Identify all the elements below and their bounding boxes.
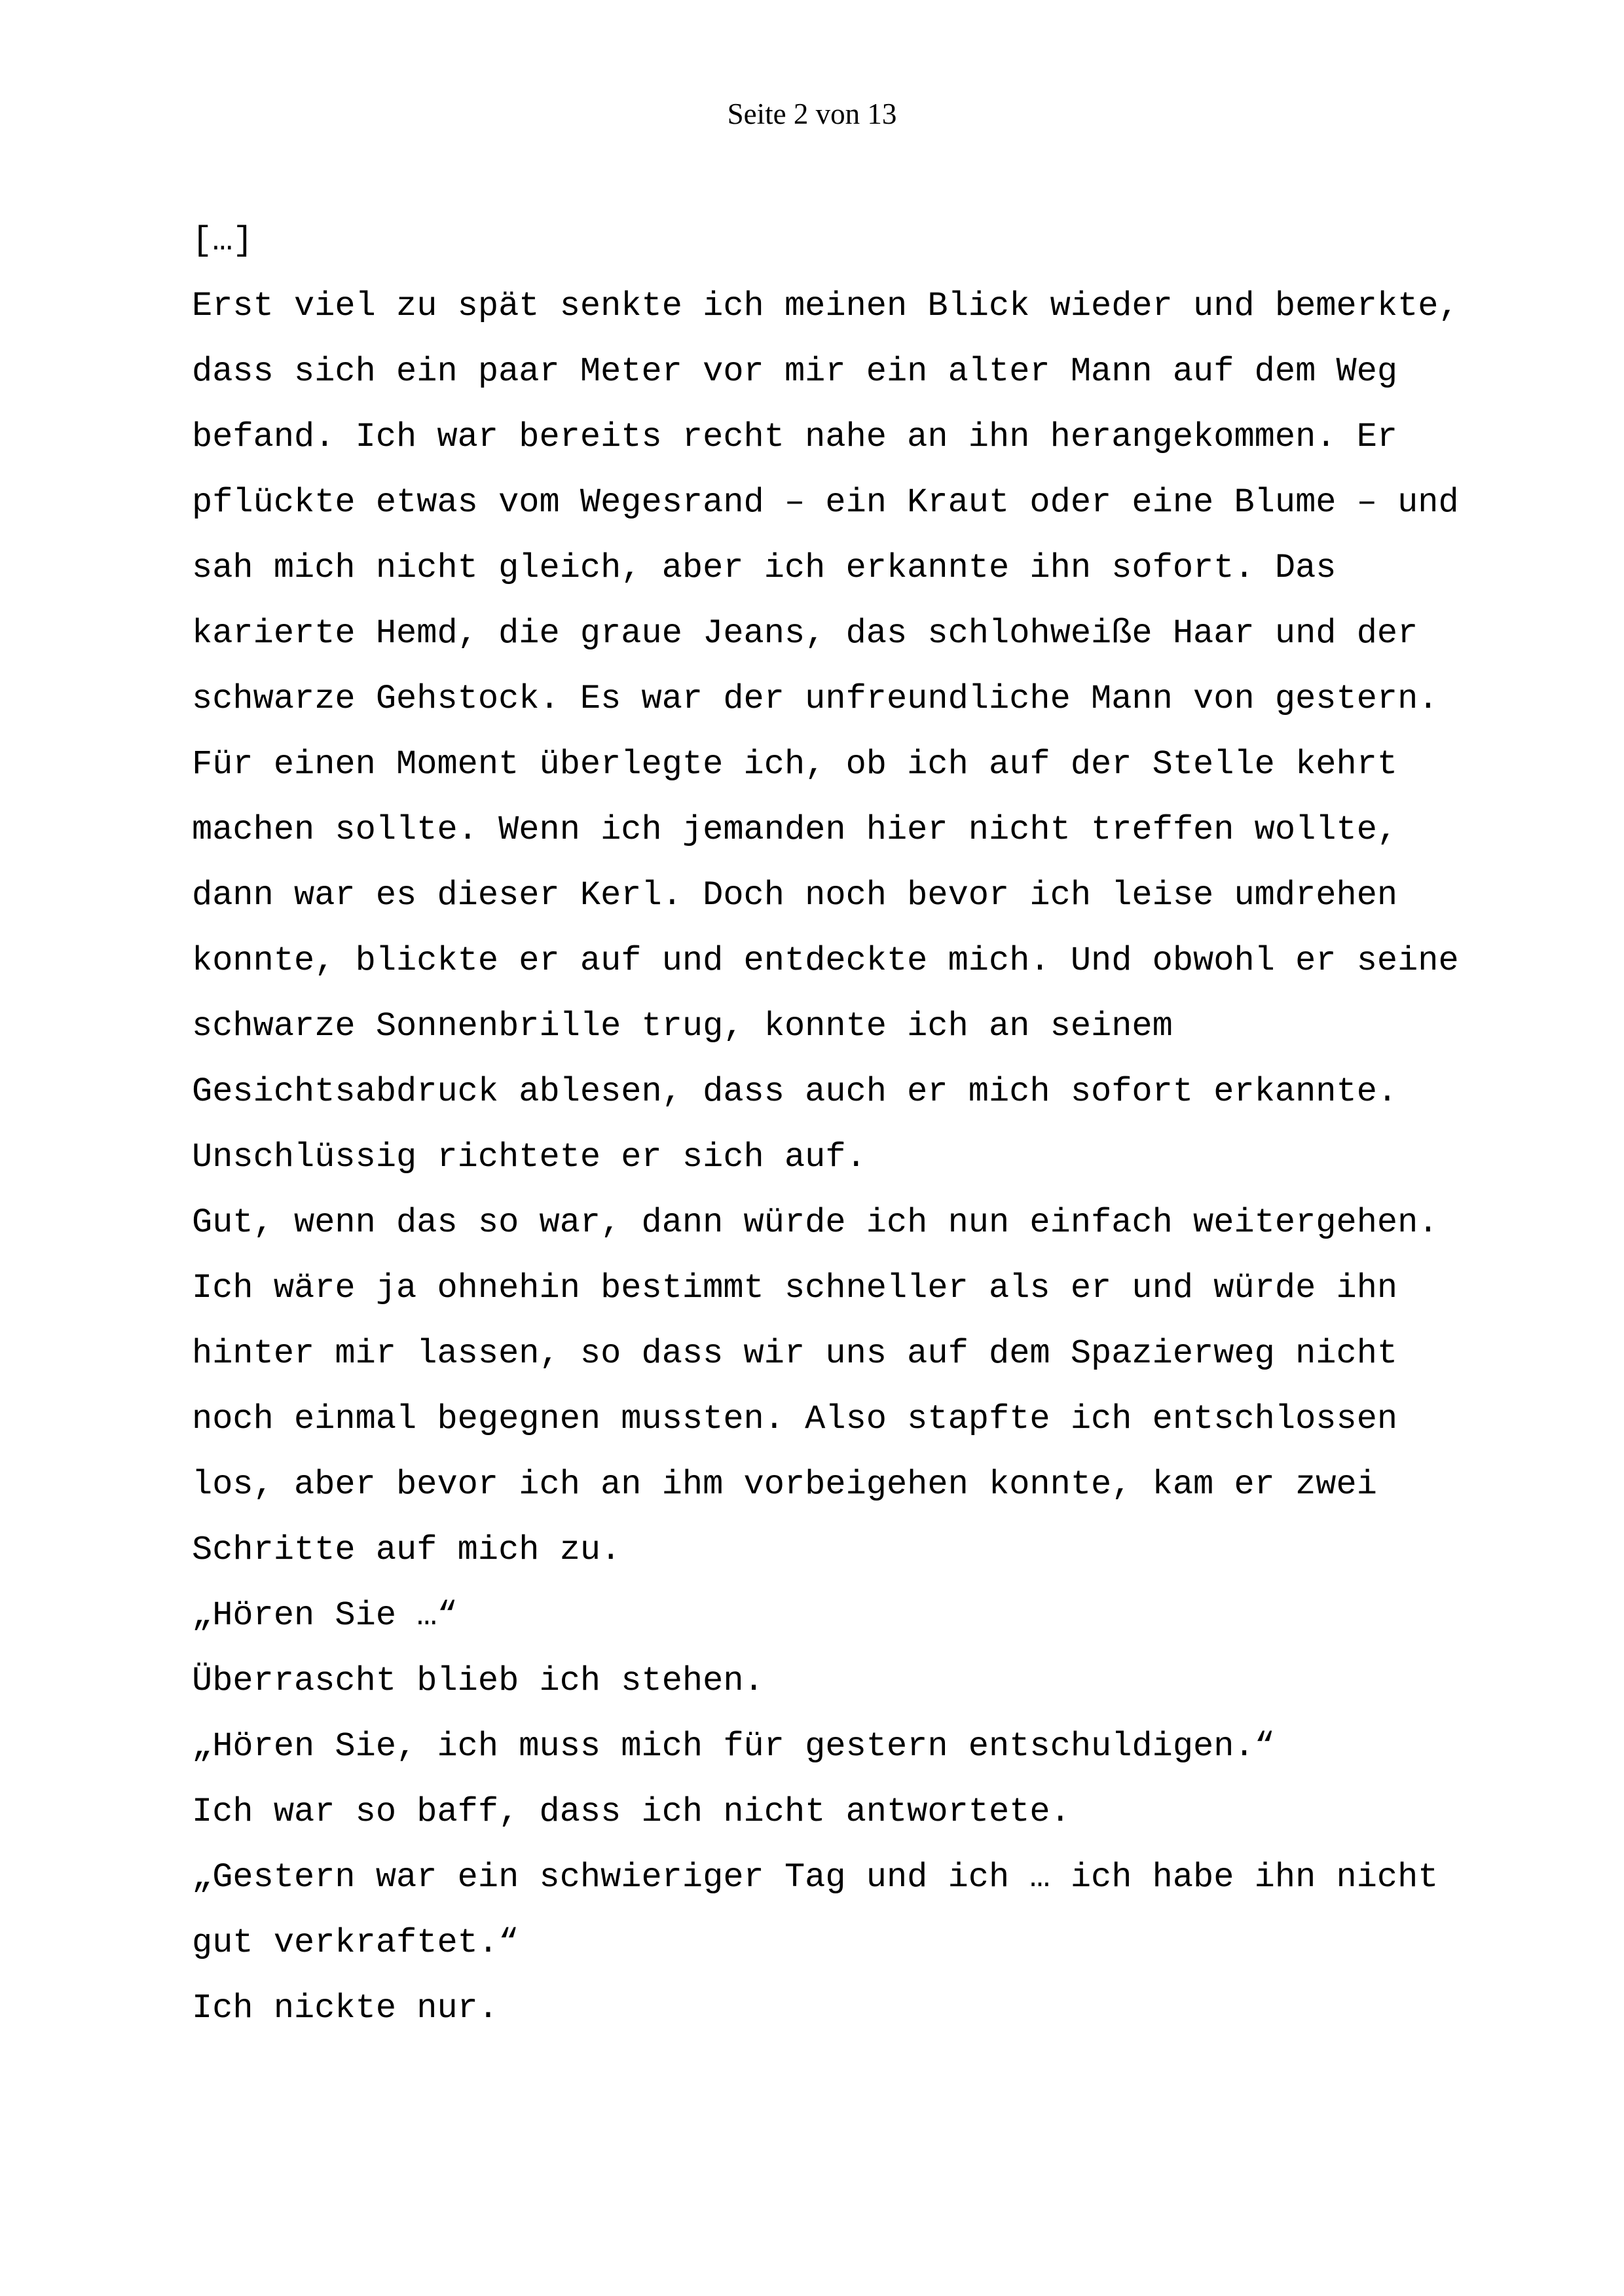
text-line: Ich nickte nur. [192,1989,499,2028]
text-line: dann war es dieser Kerl. Doch noch bevor ich leise umdrehen [192,876,1398,915]
text-line: Erst viel zu spät senkte ich meinen Blick wieder und bemerkte, [192,287,1459,325]
text-line: machen sollte. Wenn ich jemanden hier nicht treffen wollte, [192,811,1398,849]
text-line: karierte Hemd, die graue Jeans, das schlohweiße Haar und der [192,614,1418,653]
text-line: los, aber bevor ich an ihm vorbeigehen konnte, kam er zwei [192,1465,1377,1504]
text-line: schwarze Gehstock. Es war der unfreundliche Mann von gestern. [192,680,1439,718]
text-line: Gesichtsabdruck ablesen, dass auch er mich sofort erkannte. [192,1072,1398,1111]
text-line: gut verkraftet.“ [192,1923,519,1962]
text-line: Schritte auf mich zu. [192,1531,621,1569]
text-line: noch einmal begegnen mussten. Also stapfte ich entschlossen [192,1400,1398,1438]
document-body [192,208,1502,2041]
text-line: „Hören Sie, ich muss mich für gestern entschuldigen.“ [192,1727,1275,1766]
text-line: Gut, wenn das so war, dann würde ich nun einfach weitergehen. [192,1203,1439,1242]
text-line: „Hören Sie …“ [192,1596,458,1635]
text-line: Für einen Moment überlegte ich, ob ich auf der Stelle kehrt [192,745,1398,784]
text-line: […] [192,221,253,260]
text-line: Ich wäre ja ohnehin bestimmt schneller als er und würde ihn [192,1269,1398,1307]
text-line: sah mich nicht gleich, aber ich erkannte ihn sofort. Das [192,549,1337,587]
page-number-header: Seite 2 von 13 [727,98,897,130]
text-line: hinter mir lassen, so dass wir uns auf dem Spazierweg nicht [192,1334,1398,1373]
text-line: „Gestern war ein schwieriger Tag und ich … ich habe ihn nicht [192,1858,1439,1897]
text-line: schwarze Sonnenbrille trug, konnte ich an seinem [192,1007,1173,1046]
text-line: pflückte etwas vom Wegesrand – ein Kraut oder eine Blume – und [192,483,1459,522]
text-line: Unschlüssig richtete er sich auf. [192,1138,866,1176]
text-line: Ich war so baff, dass ich nicht antwortete. [192,1793,1071,1831]
text-line: befand. Ich war bereits recht nahe an ihn herangekommen. Er [192,418,1398,456]
text-line: dass sich ein paar Meter vor mir ein alter Mann auf dem Weg [192,352,1398,391]
text-line: Überrascht blieb ich stehen. [192,1662,764,1700]
text-line: konnte, blickte er auf und entdeckte mich. Und obwohl er seine [192,941,1459,980]
